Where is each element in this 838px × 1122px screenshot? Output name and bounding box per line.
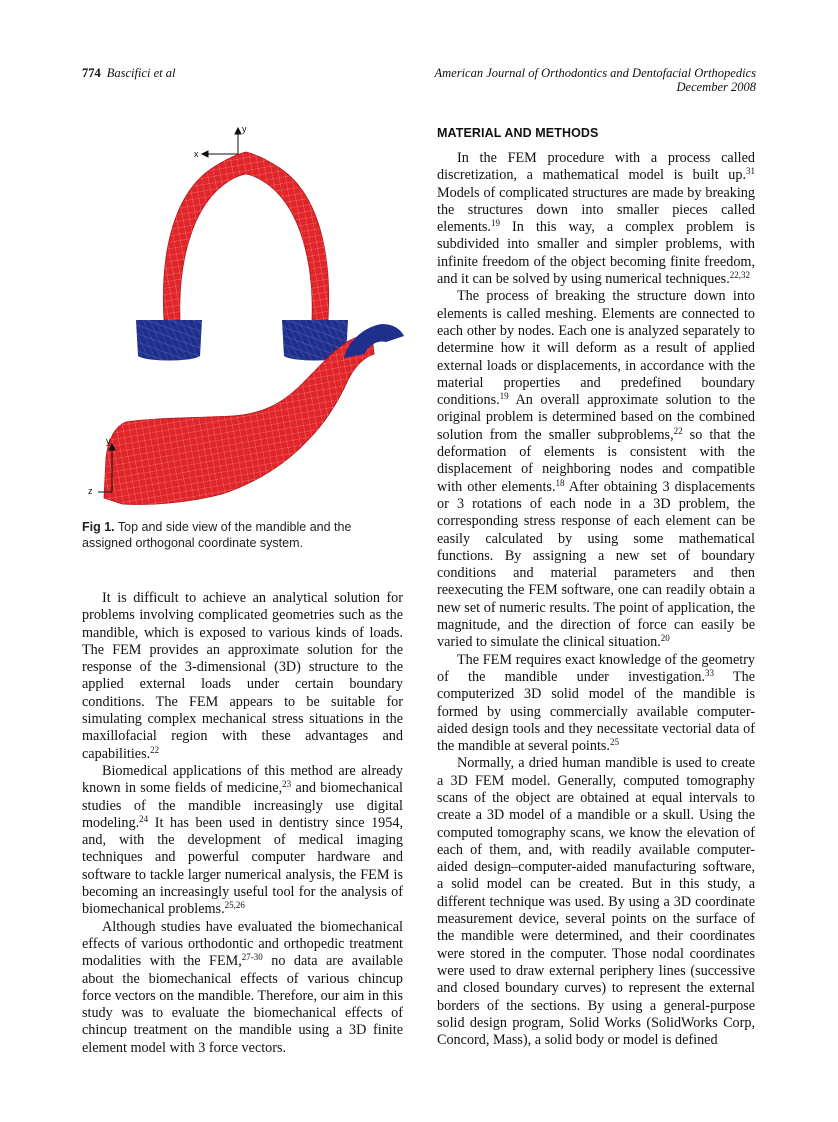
paragraph: It is difficult to achieve an analytical solution for problems involving complicated geometries such as the mandible, which is exposed to various kinds of loads. The FEM provides an approximate solution for the response of the 3-dimensional (3D) structure to the applied external loads under certain boundary conditions. The FEM appears to be suitable for simulating complex mechanical stress situations in the maxillofacial region with these advantages and capabilities.$^{22}$ xyxy=(82,590,403,762)
side-view-mandible xyxy=(88,324,404,505)
section-heading: MATERIAL AND METHODS xyxy=(437,126,599,140)
running-header-left xyxy=(82,66,175,80)
right-column xyxy=(437,150,755,1049)
top-axis-y-label: y xyxy=(242,124,247,134)
paragraph: In the FEM procedure with a process called discretization, a mathematical model is built up.$^{31}$ Models of complicated structures are made by breaking the structures down into smaller pieces called elements.$^{19}$ In this way, a complex problem is subdivided into smaller and simpler problems, with infinite freedom of the object becoming finite freedom, and it can be solved by using numerical techniques.$^{22,32}$ xyxy=(437,150,755,288)
side-axis-z-label: z xyxy=(88,486,93,496)
paragraph: The FEM requires exact knowledge of the geometry of the mandible under investigation.$^{33}$ The computerized 3D solid model of the mandible is formed by using commercially available computer-aided design tools and they necessitate vectorial data of the mandible at several points.$^{25}$ xyxy=(437,651,755,755)
paragraph: Normally, a dried human mandible is used to create a 3D FEM model. Generally, computed tomography scans of the object are obtained at equal intervals to create a 3D model of a mandible or a skull. Using the computed tomography scans, we know the elevation of each of them, and, with readily available computer-aided design–computer-aided manufacturing software, a solid model can be created. But in this study, a different technique was used. By using a 3D coordinate measurement device, several points on the surface of the mandible were determined, and their coordinates were stored in the computer. Those nodal coordinates were used to draw external periphery lines (successive and closed boundary curves) to represent the external borders of the sections. By using a general-purpose solid design program, Solid Works (SolidWorks Corp, Concord, Mass), a solid body or model is defined xyxy=(437,755,755,1049)
figure-1 xyxy=(82,122,407,522)
running-header-right xyxy=(356,66,756,94)
issue-date: December 2008 xyxy=(676,80,756,94)
page-number: 774 xyxy=(82,66,101,80)
left-column xyxy=(82,590,403,1057)
figure-label: Fig 1. xyxy=(82,520,115,534)
figure-caption-text: Top and side view of the mandible and the assigned orthogonal coordinate system. xyxy=(82,520,352,550)
top-axis-x-label: x xyxy=(194,149,199,159)
mandible-illustration xyxy=(82,122,407,522)
paragraph: Although studies have evaluated the biomechanical effects of various orthodontic and orthopedic treatment modalities with the FEM,$^{27-30}$ no data are available about the biomechanical effects of various chincup force vectors on the mandible. Therefore, our aim in this study was to evaluate the biomechanical effects of chincup treatment on the mandible using a 3D finite element model with 3 force vectors. xyxy=(82,918,403,1056)
top-axis-triad xyxy=(202,128,241,157)
paragraph: Biomedical applications of this method are already known in some fields of medicine,$^{23}$ and biomechanical studies of the mandible increasingly use digital modeling.$^{24}$ It has been used in dentistry since 1954, and, with the development of medical imaging techniques and powerful computer hardware and software to tackle larger numerical analysis, the FEM is becoming an increasingly useful tool for the analysis of biomechanical problems.$^{25,26}$ xyxy=(82,762,403,918)
journal-name: American Journal of Orthodontics and Dentofacial Orthopedics xyxy=(434,66,756,80)
author-line: Bascifici et al xyxy=(106,66,176,80)
paragraph: The process of breaking the structure down into elements is called meshing. Elements are connected to each other by nodes. Each one is analyzed separately to determine how it will deform as a result of applied external loads or displacements, in accordance with the material properties and predefined boundary conditions.$^{19}$ An overall approximate solution to the original problem is determined based on the combined solution from the smaller subproblems,$^{22}$ so that the deformation of elements is consistent with the displacement of neighboring nodes and compatible with other elements.$^{18}$ After obtaining 3 displacements or 3 rotations of each node in a 3D problem, the corresponding stress response of each element can be easily calculated by using some mathematical functions. By assigning a new set of boundary conditions and material parameters and then reexecuting the FEM software, one can readily obtain a new set of numeric results. The point of application, the magnitude, and the direction of force can easily be varied to simulate the clinical situation.$^{20}$ xyxy=(437,288,755,651)
top-view-mandible xyxy=(136,124,348,361)
side-axis-y-label: y xyxy=(106,436,111,446)
figure-caption xyxy=(82,519,404,551)
